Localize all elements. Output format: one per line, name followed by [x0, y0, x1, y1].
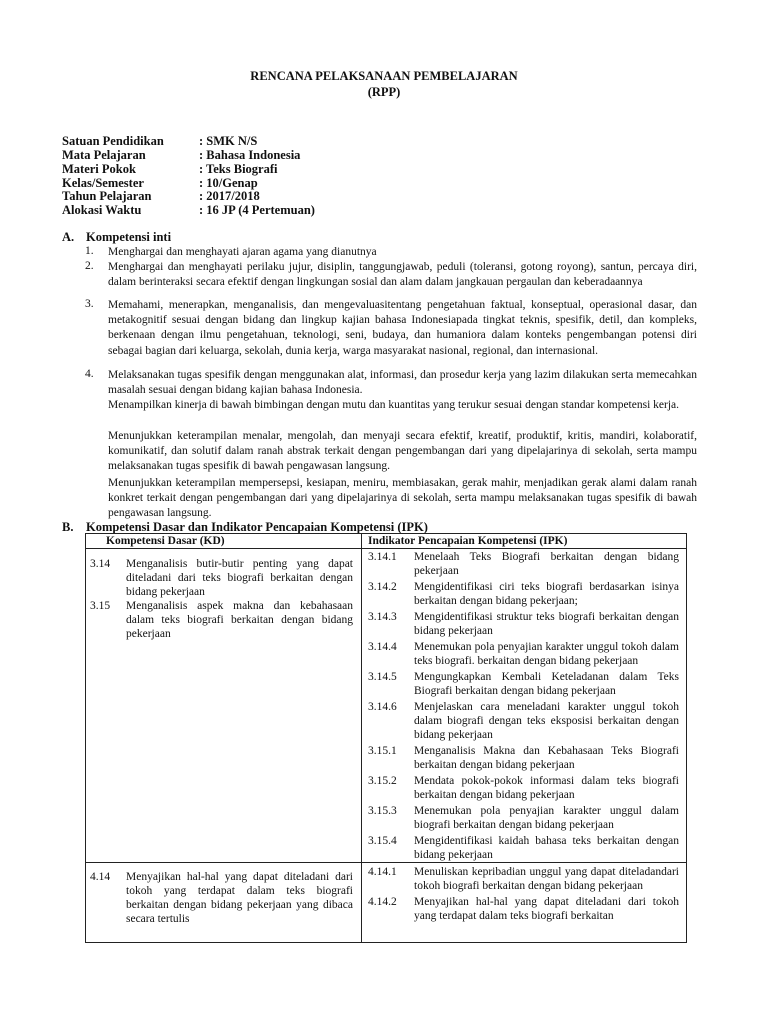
- table-row: [86, 863, 687, 943]
- indicator-text: Mengidentifikasi ciri teks biografi berdasarkan isinya berkaitan dengan bidang pekerjaan;: [414, 581, 679, 607]
- column-header-kd: Kompetensi Dasar (KD): [86, 534, 362, 549]
- list-number: 3.: [85, 298, 94, 310]
- indicator-text: Mengidentifikasi kaidah bahasa teks berkaitan dengan bidang pekerjaan: [414, 835, 679, 861]
- document-title: RENCANA PELAKSANAAN PEMBELAJARAN: [250, 69, 518, 83]
- section-letter: B.: [62, 520, 74, 534]
- kd-cell: [86, 863, 362, 943]
- indicator-number: 3.14.1: [368, 551, 397, 563]
- kd-text: Menyajikan hal-hal yang dapat diteladani dari tokoh yang terdapat dalam teks biografi berkaitan dengan bidang pekerjaan yang dibaca secara tertulis: [126, 871, 353, 925]
- indicator-item: [362, 804, 686, 832]
- indicator-number: 3.15.4: [368, 835, 397, 847]
- kd-item: [90, 599, 361, 641]
- identity-label: Tahun Pelajaran: [62, 189, 152, 203]
- indicator-number: 3.15.2: [368, 775, 397, 787]
- indicator-number: 3.14.6: [368, 701, 397, 713]
- kd-number: 4.14: [90, 871, 111, 883]
- kd-text: Menganalisis butir-butir penting yang dapat diteladani dari teks biografi berkaitan dengan bidang pekerjaan: [126, 558, 353, 598]
- indicator-number: 4.14.1: [368, 866, 397, 878]
- kd-item: [90, 870, 361, 926]
- indicator-number: 3.14.5: [368, 671, 397, 683]
- list-item: Melaksanakan tugas spesifik dengan menggunakan alat, informasi, dan prosedur kerja yang lazim dilakukan serta memecahkan masalah sesuai dengan bidang kajian bahasa Indonesia.: [108, 369, 697, 397]
- indicator-text: Menelaah Teks Biografi berkaitan dengan bidang pekerjaan: [414, 551, 679, 577]
- indicator-text: Mendata pokok-pokok informasi dalam teks biografi berkaitan dengan bidang pekerjaan: [414, 775, 679, 801]
- indicator-item: [362, 700, 686, 742]
- indicator-text: Menemukan pola penyajian karakter unggul dalam biografi berkaitan dengan bidang pekerjaan: [414, 805, 679, 831]
- competency-table: [85, 533, 687, 943]
- identity-value: : 10/Genap: [199, 176, 258, 190]
- identity-label: Materi Pokok: [62, 162, 136, 176]
- indicator-item: [362, 640, 686, 668]
- list-number: 4.: [85, 368, 94, 380]
- kd-item: [90, 557, 361, 599]
- indicator-item: [362, 865, 686, 893]
- document-subtitle: (RPP): [367, 85, 401, 99]
- identity-label: Kelas/Semester: [62, 176, 144, 190]
- table-header-row: [86, 534, 687, 549]
- indicator-text: Menuliskan kepribadian unggul yang dapat diteladandari tokoh biografi berkaitan dengan bidang pekerjaan: [414, 866, 679, 892]
- indicator-text: Menjelaskan cara meneladani karakter unggul tokoh dalam biografi dengan teks eksposisi berkaitan dengan bidang pekerjaan: [414, 701, 679, 741]
- kd-cell: [86, 549, 362, 863]
- identity-value: : 2017/2018: [199, 189, 260, 203]
- indicator-item: [362, 550, 686, 578]
- ipk-cell: [362, 863, 687, 943]
- indicator-number: 3.14.2: [368, 581, 397, 593]
- paragraph: Menunjukkan keterampilan mempersepsi, kesiapan, meniru, membiasakan, gerak mahir, menjadikan gerak alami dalam ranah konkret terkait dengan pengembangan dari yang dipelajarinya di sekolah, serta mampu melaksanakan tugas spesifik di bawah pengawasan langsung.: [108, 477, 697, 520]
- indicator-item: [362, 895, 686, 923]
- indicator-text: Mengidentifikasi struktur teks biografi berkaitan dengan bidang pekerjaan: [414, 611, 679, 637]
- indicator-number: 3.14.3: [368, 611, 397, 623]
- identity-value: : Bahasa Indonesia: [199, 148, 301, 162]
- table-row: [86, 549, 687, 863]
- paragraph: Menunjukkan keterampilan menalar, mengolah, dan menyaji secara efektif, kreatif, produktif, kritis, mandiri, kolaboratif, komunikatif, dan solutif dalam ranah abstrak terkait dengan pengembangan dari yang dipelajarinya di sekolah, serta mampu melaksanakan tugas spesifik di bawah pengawasan langsung.: [108, 430, 697, 473]
- indicator-item: [362, 670, 686, 698]
- indicator-number: 3.15.1: [368, 745, 397, 757]
- indicator-number: 4.14.2: [368, 896, 397, 908]
- indicator-item: [362, 580, 686, 608]
- indicator-item: [362, 774, 686, 802]
- identity-value: : Teks Biografi: [199, 162, 278, 176]
- identity-label: Mata Pelajaran: [62, 148, 146, 162]
- kd-number: 3.15: [90, 600, 111, 612]
- list-item: Menghargai dan menghayati perilaku jujur, disiplin, tanggungjawab, peduli (toleransi, gotong royong), santun, percaya diri, dalam berinteraksi secara efektif dengan lingkungan sosial dan alam dalam jangkauan pergaulan dan keberadaannya: [108, 261, 697, 289]
- indicator-text: Menyajikan hal-hal yang dapat diteladani dari tokoh yang terdapat dalam teks biografi berkaitan: [414, 896, 679, 922]
- indicator-item: [362, 744, 686, 772]
- list-number: 1.: [85, 245, 94, 257]
- identity-value: : 16 JP (4 Pertemuan): [199, 203, 315, 217]
- identity-value: : SMK N/S: [199, 134, 258, 148]
- column-header-ipk: Indikator Pencapaian Kompetensi (IPK): [362, 534, 687, 549]
- section-title: Kompetensi Dasar dan Indikator Pencapaian Kompetensi (IPK): [86, 520, 428, 534]
- list-item: Memahami, menerapkan, menganalisis, dan mengevaluasitentang pengetahuan faktual, konseptual, operasional dasar, dan metakognitif sesuai dengan bidang dan lingkup kajian bahasa Indonesiapada tingkat teknis, spesifik, detil, dan kompleks, berkenaan dengan ilmu pengetahuan, teknologi, seni, budaya, dan humaniora dalam konteks pengembangan potensi diri sebagai bagian dari keluarga, sekolah, dunia kerja, warga masyarakat nasional, regional, dan internasional.: [108, 299, 697, 357]
- section-title: Kompetensi inti: [86, 230, 172, 244]
- ipk-cell: [362, 549, 687, 863]
- indicator-number: 3.15.3: [368, 805, 397, 817]
- kd-text: Menganalisis aspek makna dan kebahasaan dalam teks biografi berkaitan dengan bidang pekerjaan: [126, 600, 353, 640]
- indicator-item: [362, 610, 686, 638]
- list-number: 2.: [85, 260, 94, 272]
- paragraph: Menampilkan kinerja di bawah bimbingan dengan mutu dan kuantitas yang terukur sesuai dengan standar kompetensi kerja.: [108, 399, 680, 411]
- indicator-number: 3.14.4: [368, 641, 397, 653]
- section-letter: A.: [62, 230, 75, 244]
- indicator-text: Menemukan pola penyajian karakter unggul tokoh dalam teks biografi. berkaitan dengan bidang pekerjaan: [414, 641, 679, 667]
- identity-label: Satuan Pendidikan: [62, 134, 164, 148]
- indicator-text: Menganalisis Makna dan Kebahasaan Teks Biografi berkaitan dengan bidang pekerjaan: [414, 745, 679, 771]
- identity-label: Alokasi Waktu: [62, 203, 142, 217]
- kd-number: 3.14: [90, 558, 111, 570]
- indicator-item: [362, 834, 686, 862]
- list-item: Menghargai dan menghayati ajaran agama yang dianutnya: [108, 246, 377, 258]
- indicator-text: Mengungkapkan Kembali Keteladanan dalam Teks Biografi berkaitan dengan bidang pekerjaan: [414, 671, 679, 697]
